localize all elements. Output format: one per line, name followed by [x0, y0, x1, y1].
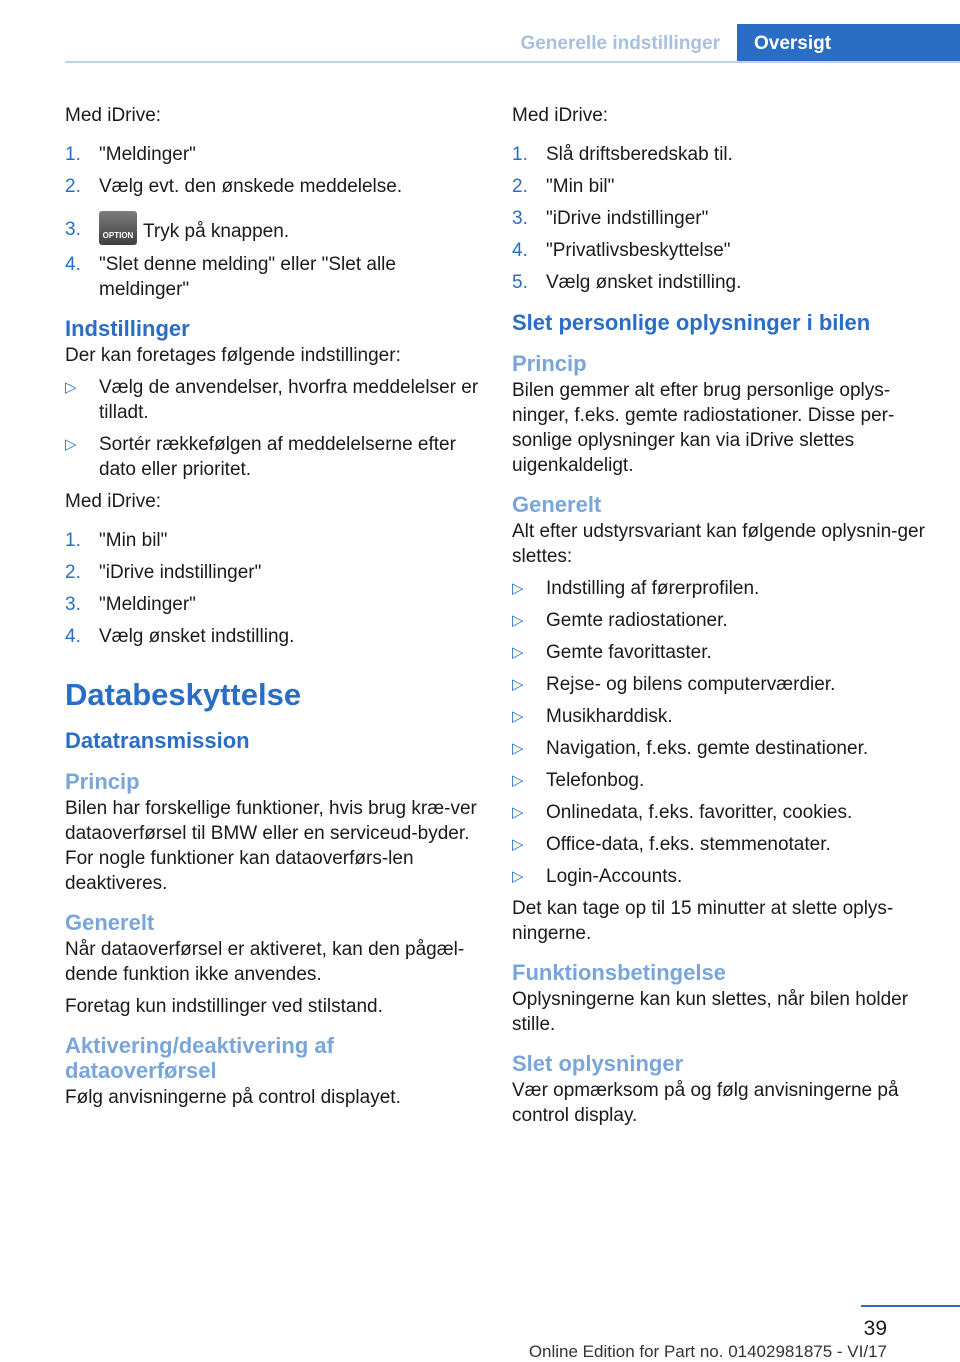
list-item: 4. "Slet denne melding" eller "Slet alle meldinger"	[65, 254, 396, 300]
intro-text: Med iDrive:	[65, 491, 162, 512]
list-item: 3. "iDrive indstillinger"	[512, 208, 709, 229]
list-item: ▷ Onlinedata, f.eks. favoritter, cookies.	[512, 802, 853, 823]
list-item: 1. Slå driftsberedskab til.	[512, 144, 733, 165]
list-item: ▷ Gemte favorittaster.	[512, 642, 712, 663]
triangle-bullet-icon: ▷	[512, 676, 524, 693]
paragraph: Det kan tage op til 15 minutter at slette oplys‐ningerne.	[512, 898, 894, 944]
heading-princip: Princip	[65, 769, 140, 794]
heading-funktionsbetingelse: Funktionsbetingelse	[512, 960, 726, 985]
paragraph: Foretag kun indstillinger ved stilstand.	[65, 996, 383, 1017]
list-item: 2. "Min bil"	[512, 176, 615, 197]
heading-indstillinger: Indstillinger	[65, 316, 190, 341]
page-number: 39	[863, 1317, 887, 1340]
heading-generelt: Generelt	[65, 910, 155, 935]
list-item: ▷ Musikharddisk.	[512, 706, 673, 727]
list-item: 2. Vælg evt. den ønskede meddelelse.	[65, 176, 403, 197]
triangle-bullet-icon: ▷	[512, 644, 524, 661]
intro-text: Med iDrive:	[65, 105, 162, 126]
list-item: 1. "Meldinger"	[65, 144, 196, 165]
triangle-bullet-icon: ▷	[512, 836, 524, 853]
header-tab-oversigt: Oversigt	[737, 24, 960, 63]
footer-edition-text: Online Edition for Part no. 01402981875 - VI/17	[528, 1342, 887, 1361]
bullet-list	[512, 576, 930, 889]
paragraph: Vær opmærksom på og følg anvisningerne på control display.	[512, 1080, 899, 1126]
list-item: ▷ Navigation, f.eks. gemte destinationer.	[512, 738, 869, 759]
heading-databeskyttelse: Databeskyttelse	[65, 677, 302, 712]
heading-datatransmission: Datatransmission	[65, 728, 250, 753]
list-item: ▷ Indstilling af førerprofilen.	[512, 578, 760, 599]
triangle-bullet-icon: ▷	[512, 772, 524, 789]
list-item: 3. OPTION Tryk på knappen.	[65, 211, 483, 245]
heading-generelt: Generelt	[512, 492, 602, 517]
steps-list	[65, 142, 483, 302]
list-item: ▷ Office-data, f.eks. stemmenotater.	[512, 834, 831, 855]
header-rule	[65, 61, 960, 63]
heading-slet-oplysninger: Slet oplysninger	[512, 1051, 684, 1076]
intro-text: Med iDrive:	[512, 105, 609, 126]
steps-list	[512, 142, 930, 295]
paragraph: Der kan foretages følgende indstillinger:	[65, 345, 401, 366]
paragraph: Oplysningerne kan kun slettes, når bilen holder stille.	[512, 989, 909, 1035]
triangle-bullet-icon: ▷	[512, 708, 524, 725]
paragraph: Følg anvisningerne på control displayet.	[65, 1087, 401, 1108]
list-item: ▷ Telefonbog.	[512, 770, 645, 791]
option-button-icon: OPTION	[99, 211, 137, 245]
paragraph: Bilen gemmer alt efter brug personlige oplys‐ninger, f.eks. gemte radiostationer. Disse per‐sonlige oplysninger kan via iDrive slettes uigenkaldeligt.	[512, 380, 895, 476]
bullet-list	[65, 375, 483, 482]
steps-list	[65, 528, 483, 649]
list-item: ▷ Sortér rækkefølgen af meddelelserne efter dato eller prioritet.	[65, 434, 456, 480]
list-item: ▷ Vælg de anvendelser, hvorfra meddelelser er tilladt.	[65, 377, 479, 423]
triangle-bullet-icon: ▷	[512, 580, 524, 597]
list-item: 3. "Meldinger"	[65, 594, 196, 615]
heading-aktivering: Aktivering/deaktivering af dataoverførsel	[65, 1033, 334, 1083]
footer-rule	[861, 1305, 960, 1307]
left-column	[65, 103, 483, 1117]
triangle-bullet-icon: ▷	[512, 740, 524, 757]
triangle-bullet-icon: ▷	[512, 868, 524, 885]
list-item: 4. "Privatlivsbeskyttelse"	[512, 240, 731, 261]
heading-princip: Princip	[512, 351, 587, 376]
triangle-bullet-icon: ▷	[512, 612, 524, 629]
paragraph: Når dataoverførsel er aktiveret, kan den pågæl‐dende funktion ikke anvendes.	[65, 939, 465, 985]
heading-slet-personlige: Slet personlige oplysninger i bilen	[512, 310, 871, 335]
list-item: ▷ Rejse- og bilens computerværdier.	[512, 674, 836, 695]
triangle-bullet-icon: ▷	[65, 379, 77, 396]
list-item: 1. "Min bil"	[65, 530, 168, 551]
list-item: 4. Vælg ønsket indstilling.	[65, 626, 295, 647]
list-item: 2. "iDrive indstillinger"	[65, 562, 262, 583]
list-item: 5. Vælg ønsket indstilling.	[512, 272, 742, 293]
paragraph: Bilen har forskellige funktioner, hvis brug kræ‐ver dataoverførsel til BMW eller en serviceud‐byder. For nogle funktioner kan dataoverførs‐len deaktiveres.	[65, 798, 477, 894]
right-column	[512, 103, 930, 1135]
triangle-bullet-icon: ▷	[65, 436, 77, 453]
list-item: ▷ Login-Accounts.	[512, 866, 683, 887]
triangle-bullet-icon: ▷	[512, 804, 524, 821]
list-item: ▷ Gemte radiostationer.	[512, 610, 728, 631]
paragraph: Alt efter udstyrsvariant kan følgende oplysnin‐ger slettes:	[512, 521, 925, 567]
header-section-title: Generelle indstillinger	[520, 33, 720, 54]
